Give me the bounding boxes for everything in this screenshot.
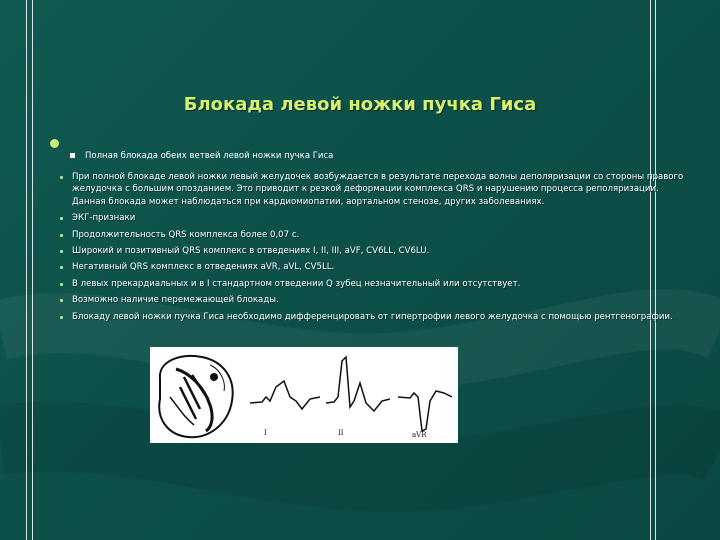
bullet-list	[60, 171, 690, 327]
list-item: Блокаду левой ножки пучка Гиса необходимо дифференцировать от гипертрофии левого желудочка с помощью рентгенографии.	[60, 311, 690, 323]
ecg-trace-lead-ii	[326, 357, 390, 411]
heart-diagram-icon	[159, 356, 232, 437]
ecg-illustration	[150, 347, 458, 443]
dot-bullet-icon	[60, 250, 63, 253]
list-item: ЭКГ-признаки	[60, 212, 690, 224]
ecg-figure	[150, 347, 458, 443]
subheading	[70, 151, 333, 161]
list-item: Продолжительность QRS комплекса более 0,07 с.	[60, 229, 690, 241]
lead-label-i: I	[264, 429, 267, 437]
list-item: Негативный QRS комплекс в отведениях aVR, aVL, CV5LL.	[60, 261, 690, 273]
ecg-trace-lead-i	[250, 381, 320, 409]
ecg-trace-lead-avr	[398, 391, 452, 431]
square-bullet-icon	[70, 153, 75, 158]
lead-label-avr: aVR	[412, 431, 427, 439]
list-item: При полной блокаде левой ножки левый желудочек возбуждается в результате перехода волны деполяризации со стороны правого желудочка с большим опозданием. Это приводит к резкой деформации комплекса QRS и нарушению процесса реполяризации. Данная блокада может наблюдаться при кардиомиопатии, аортальном стенозе, других заболеваниях.	[60, 171, 690, 208]
dot-bullet-icon	[60, 234, 63, 237]
lead-label-ii: II	[338, 429, 344, 437]
dot-bullet-icon	[60, 217, 63, 220]
list-item: Возможно наличие перемежающей блокады.	[60, 294, 690, 306]
bullet-icon	[50, 139, 59, 148]
subheading-text: Полная блокада обеих ветвей левой ножки пучка Гиса	[85, 151, 334, 161]
slide-title: Блокада левой ножки пучка Гиса	[183, 94, 537, 115]
dot-bullet-icon	[60, 299, 63, 302]
frame-line-left-outer	[26, 0, 27, 540]
list-item: Широкий и позитивный QRS комплекс в отведениях I, II, III, aVF, CV6LL, CV6LU.	[60, 245, 690, 257]
dot-bullet-icon	[60, 283, 63, 286]
dot-bullet-icon	[60, 176, 63, 179]
dot-bullet-icon	[60, 316, 63, 319]
list-item: В левых прекардиальных и в I стандартном отведении Q зубец незначительный или отсутствует.	[60, 278, 690, 290]
frame-line-left-inner	[32, 0, 33, 540]
dot-bullet-icon	[60, 266, 63, 269]
